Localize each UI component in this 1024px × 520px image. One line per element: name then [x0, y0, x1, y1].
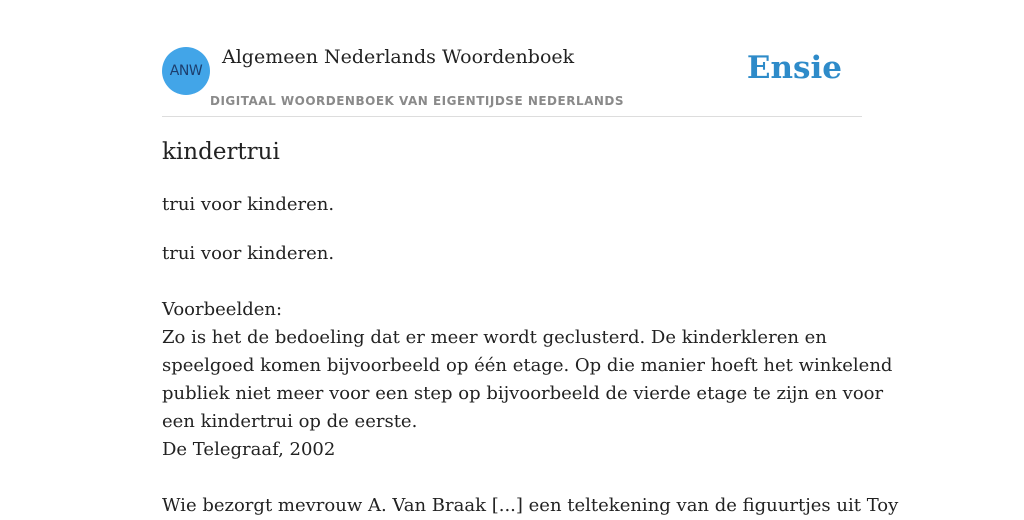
short-definition: trui voor kinderen.: [162, 194, 335, 215]
site-subtitle: DIGITAAL WOORDENBOEK VAN EIGENTIJDSE NEDERLANDS: [210, 94, 625, 108]
ensie-logo[interactable]: Ensie: [746, 50, 842, 86]
example-line: Wie bezorgt mevrouw A. Van Braak [...] een teltekening van de figuurtjes uit Toy: [162, 495, 899, 516]
anw-logo[interactable]: [162, 47, 210, 95]
examples-label: Voorbeelden:: [162, 299, 283, 320]
entry-body: [162, 240, 899, 520]
definition: trui voor kinderen.: [162, 243, 335, 264]
example-source: De Telegraaf, 2002: [162, 439, 336, 460]
site-header: [162, 0, 862, 117]
logo-text: ANW: [169, 63, 203, 79]
example-line: publiek niet meer voor een step op bijvoorbeeld de vierde etage te zijn en voor: [162, 383, 884, 404]
entry-headword: kindertrui: [162, 139, 280, 165]
example-line: speelgoed komen bijvoorbeeld op één etage. Op die manier hoeft het winkelend: [162, 355, 893, 376]
example-line: een kindertrui op de eerste.: [162, 411, 418, 432]
page-container: [162, 0, 899, 516]
example-line: Zo is het de bedoeling dat er meer wordt geclusterd. De kinderkleren en: [162, 327, 827, 348]
site-title[interactable]: Algemeen Nederlands Woordenboek: [222, 46, 575, 68]
